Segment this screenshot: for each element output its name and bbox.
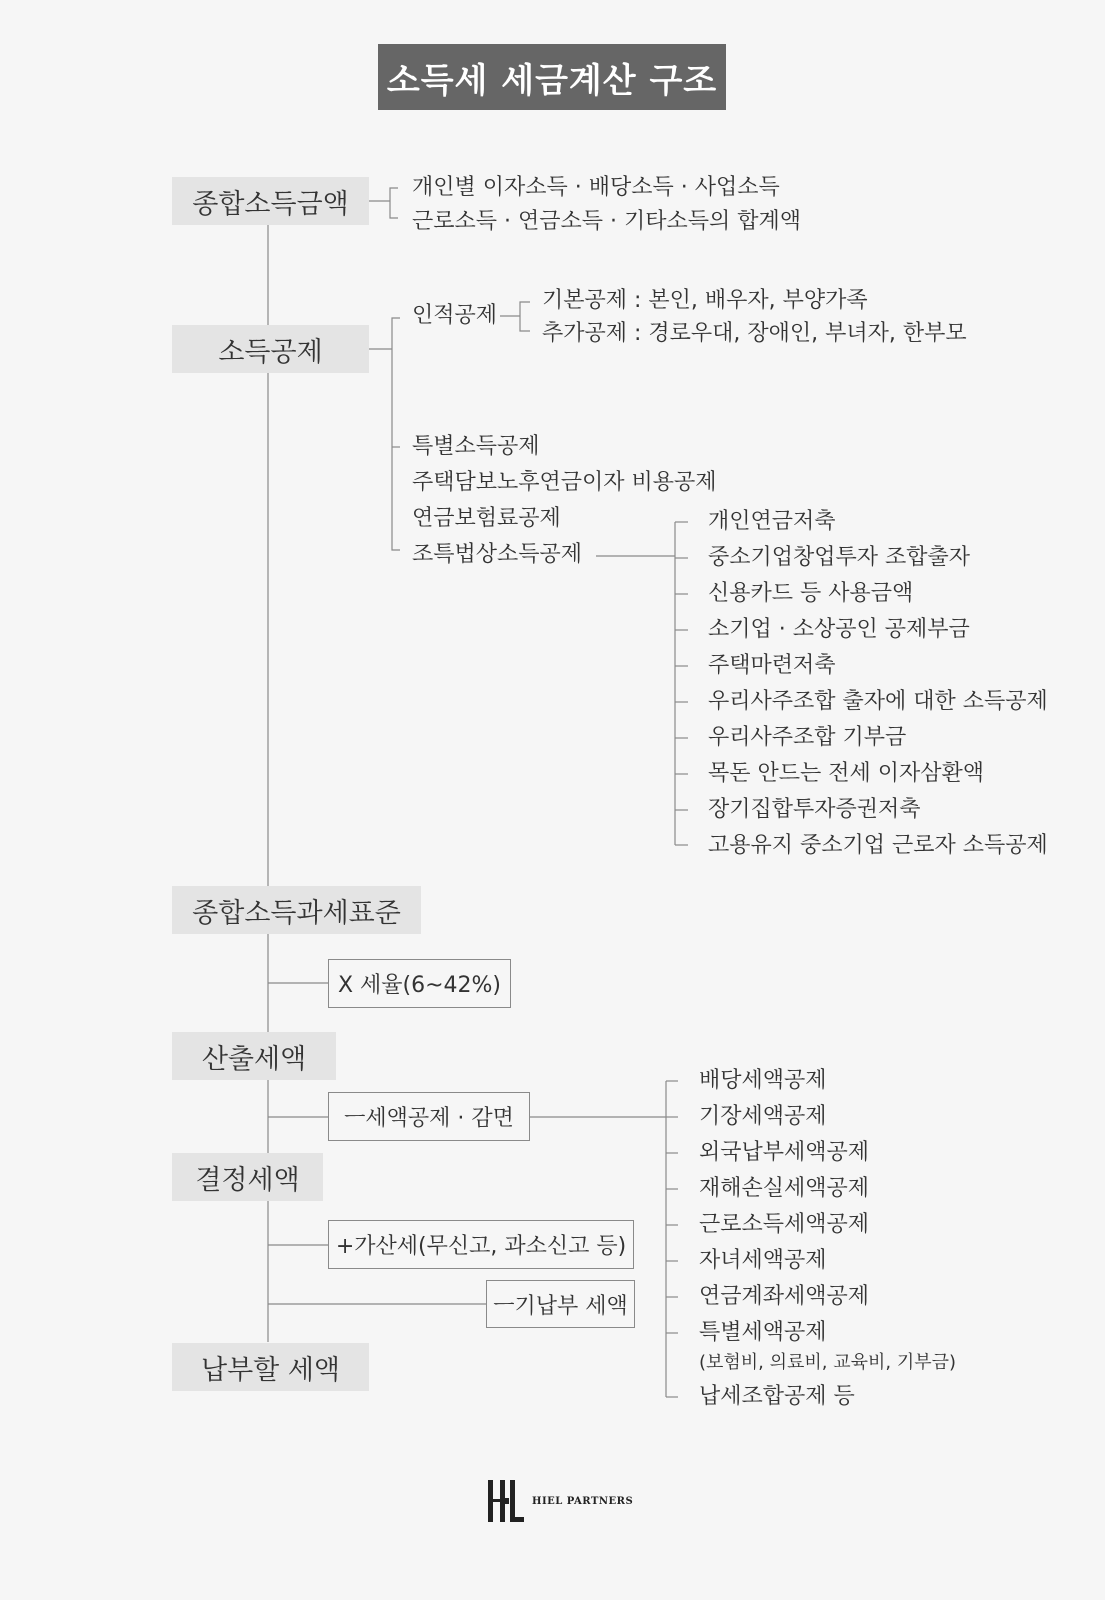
special-law-item: 목돈 안드는 전세 이자삼환액: [708, 761, 985, 786]
tax-credit-item: 납세조합공제 등: [699, 1384, 855, 1409]
logo-mark-icon: [486, 1478, 526, 1524]
gross-income-desc-line: 개인별 이자소득 · 배당소득 · 사업소득: [412, 175, 780, 200]
tax-credit-item: 연금계좌세액공제: [699, 1284, 870, 1309]
tax-credit-item: 자녀세액공제: [699, 1248, 827, 1273]
gross-income-desc-line: 근로소득 · 연금소득 · 기타소득의 합계액: [412, 209, 801, 234]
prepaid-tax-box: ㅡ기납부 세액: [486, 1280, 635, 1328]
tax-credit-item: 기장세액공제: [699, 1104, 827, 1129]
basic-deduction-text: 기본공제 : 본인, 배우자, 부양가족: [542, 288, 868, 313]
tax-credit-item: 특별세액공제: [699, 1320, 827, 1345]
calculated-tax-node: 산출세액: [172, 1032, 336, 1080]
special-law-item: 개인연금저축: [708, 509, 836, 534]
payable-tax-node: 납부할 세액: [172, 1343, 369, 1391]
tax-base-node: 종합소득과세표준: [172, 886, 421, 934]
special-law-item: 소기업 · 소상공인 공제부금: [708, 617, 970, 642]
special-law-item: 장기집합투자증권저축: [708, 797, 921, 822]
special-credit-note: (보험비, 의료비, 교육비, 기부금): [699, 1352, 957, 1373]
logo: [486, 1478, 633, 1524]
gross-income-node: 종합소득금액: [172, 177, 369, 225]
personal-deduction-label: 인적공제: [412, 303, 498, 328]
additional-tax-box: +가산세(무신고, 과소신고 등): [328, 1220, 634, 1269]
special-law-item: 우리사주조합 출자에 대한 소득공제: [708, 689, 1048, 714]
special-law-item: 우리사주조합 기부금: [708, 725, 907, 750]
special-law-item: 주택마련저축: [708, 653, 836, 678]
tax-credit-item: 재해손실세액공제: [699, 1176, 870, 1201]
page-title: 소득세 세금계산 구조: [378, 44, 726, 110]
pension-insurance-deduction: 연금보험료공제: [412, 506, 561, 531]
tax-credit-box: ㅡ세액공제 · 감면: [328, 1092, 530, 1141]
tax-credit-item: 외국납부세액공제: [699, 1140, 870, 1165]
tax-credit-item: 근로소득세액공제: [699, 1212, 870, 1237]
logo-text: HIEL PARTNERS: [532, 1495, 634, 1507]
special-law-item: 중소기업창업투자 조합출자: [708, 545, 971, 570]
determined-tax-node: 결정세액: [172, 1153, 323, 1201]
special-law-deduction: 조특법상소득공제: [412, 542, 583, 567]
pension-interest-deduction: 주택담보노후연금이자 비용공제: [412, 470, 717, 495]
special-law-item: 고용유지 중소기업 근로자 소득공제: [708, 833, 1048, 858]
income-deduction-node: 소득공제: [172, 325, 369, 373]
special-law-item: 신용카드 등 사용금액: [708, 581, 914, 606]
special-income-deduction: 특별소득공제: [412, 434, 540, 459]
tax-rate-box: X 세율(6~42%): [328, 959, 511, 1008]
tax-credit-item: 배당세액공제: [699, 1068, 827, 1093]
additional-deduction-text: 추가공제 : 경로우대, 장애인, 부녀자, 한부모: [542, 321, 967, 346]
